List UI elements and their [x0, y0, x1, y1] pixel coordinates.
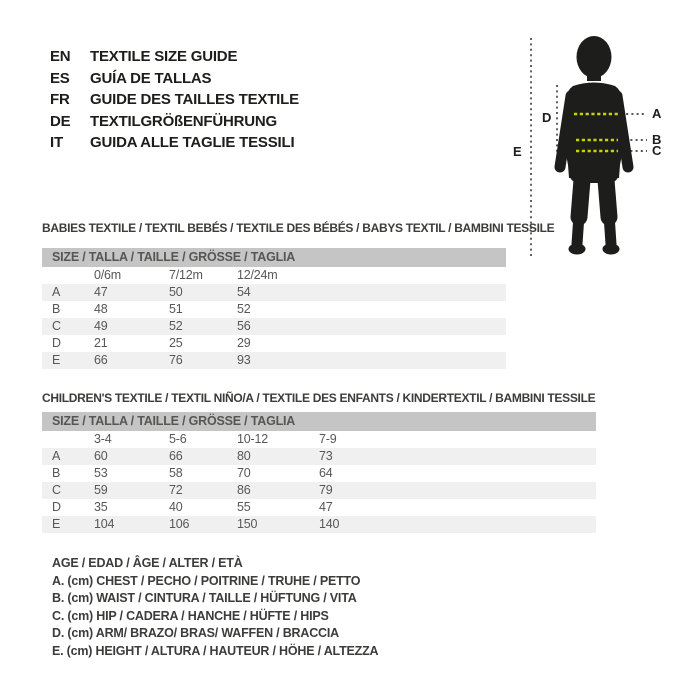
column-spacer — [42, 267, 94, 284]
chest-label-A: A — [652, 106, 662, 121]
language-code: ES — [50, 69, 70, 87]
cell-value: 21 — [94, 336, 108, 350]
language-row-fr — [50, 89, 299, 111]
column-header: 7-9 — [319, 432, 337, 446]
table-row — [42, 301, 506, 318]
cell-value: 54 — [237, 285, 251, 299]
cell-value: 73 — [319, 449, 333, 463]
row-label: C — [52, 483, 61, 497]
cell-value: 79 — [319, 483, 333, 497]
cell-value: 72 — [169, 483, 183, 497]
cell-value: 106 — [169, 517, 190, 531]
row-label: C — [52, 319, 61, 333]
row-label: A — [52, 285, 61, 299]
table-row — [42, 465, 596, 482]
babies-section-title: BABIES TEXTILE / TEXTIL BEBÉS / TEXTILE DES BÉBÉS / BABYS TEXTIL / BAMBINI TESSILE — [42, 221, 555, 235]
cell-value: 66 — [169, 449, 183, 463]
waist-label-B: B — [652, 132, 662, 147]
children-size-table — [42, 412, 596, 533]
column-spacer — [42, 431, 94, 448]
cell-value: 66 — [94, 353, 108, 367]
cell-value: 35 — [94, 500, 108, 514]
language-code: FR — [50, 91, 70, 109]
cell-value: 59 — [94, 483, 108, 497]
cell-value: 52 — [237, 302, 251, 316]
language-row-it — [50, 132, 299, 154]
cell-value: 47 — [94, 285, 108, 299]
language-code: DE — [50, 112, 71, 130]
cell-value: 140 — [319, 517, 340, 531]
cell-value: 40 — [169, 500, 183, 514]
cell-value: 52 — [169, 319, 183, 333]
column-header: 7/12m — [169, 268, 203, 282]
measurement-legend — [52, 555, 378, 660]
row-label: E — [52, 353, 61, 367]
cell-value: 29 — [237, 336, 251, 350]
language-row-en — [50, 46, 299, 68]
row-label: B — [52, 466, 61, 480]
cell-value: 76 — [169, 353, 183, 367]
table-row — [42, 482, 596, 499]
children-size-header-bar: SIZE / TALLA / TAILLE / GRÖSSE / TAGLIA — [42, 412, 596, 431]
cell-value: 104 — [94, 517, 115, 531]
legend-waist-line: B. (cm) WAIST / CINTURA / TAILLE / HÜFTUNG / VITA — [52, 591, 357, 605]
babies-size-header-bar: SIZE / TALLA / TAILLE / GRÖSSE / TAGLIA — [42, 248, 506, 267]
legend-height-line: E. (cm) HEIGHT / ALTURA / HAUTEUR / HÖHE / ALTEZZA — [52, 643, 379, 658]
table-row — [42, 499, 596, 516]
column-header: 5-6 — [169, 432, 187, 446]
column-header: 10-12 — [237, 432, 268, 446]
table-row — [42, 284, 506, 301]
language-label: GUIDA ALLE TAGLIE TESSILI — [90, 134, 295, 152]
column-header: 12/24m — [237, 268, 278, 282]
cell-value: 53 — [94, 466, 108, 480]
child-silhouette — [560, 36, 628, 255]
arm-label-D: D — [542, 110, 552, 125]
language-title-list — [50, 46, 299, 154]
table-row — [42, 516, 596, 533]
row-label: D — [52, 500, 61, 514]
cell-value: 60 — [94, 449, 108, 463]
language-label: TEXTILE SIZE GUIDE — [90, 48, 238, 66]
language-row-es — [50, 68, 299, 90]
children-section-title: CHILDREN'S TEXTILE / TEXTIL NIÑO/A / TEXTILE DES ENFANTS / KINDERTEXTIL / BAMBINI TESSILE — [42, 391, 596, 405]
row-label: D — [52, 336, 61, 350]
children-columns-row — [42, 431, 596, 448]
language-code: IT — [50, 134, 63, 152]
language-code: EN — [50, 48, 71, 66]
table-row — [42, 352, 506, 369]
babies-columns-row — [42, 267, 506, 284]
cell-value: 64 — [319, 466, 333, 480]
table-row — [42, 318, 506, 335]
table-row — [42, 335, 506, 352]
cell-value: 70 — [237, 466, 251, 480]
height-label-E: E — [513, 144, 522, 159]
legend-hip-line: C. (cm) HIP / CADERA / HANCHE / HÜFTE / HIPS — [52, 608, 329, 623]
legend-age-line: AGE / EDAD / ÂGE / ALTER / ETÀ — [52, 556, 243, 570]
column-header: 0/6m — [94, 268, 121, 282]
cell-value: 86 — [237, 483, 251, 497]
legend-chest-line: A. (cm) CHEST / PECHO / POITRINE / TRUHE / PETTO — [52, 573, 361, 588]
row-label: B — [52, 302, 61, 316]
hip-label-C: C — [652, 143, 662, 158]
cell-value: 48 — [94, 302, 108, 316]
cell-value: 150 — [237, 517, 258, 531]
cell-value: 55 — [237, 500, 251, 514]
table-row — [42, 448, 596, 465]
row-label: E — [52, 517, 61, 531]
language-label: GUÍA DE TALLAS — [90, 69, 212, 87]
language-label: GUIDE DES TAILLES TEXTILE — [90, 91, 299, 109]
language-row-de — [50, 111, 299, 133]
babies-size-table — [42, 248, 506, 369]
cell-value: 50 — [169, 285, 183, 299]
cell-value: 51 — [169, 302, 183, 316]
cell-value: 80 — [237, 449, 251, 463]
cell-value: 25 — [169, 336, 183, 350]
legend-arm-line: D. (cm) ARM/ BRAZO/ BRAS/ WAFFEN / BRACCIA — [52, 626, 339, 640]
cell-value: 58 — [169, 466, 183, 480]
cell-value: 93 — [237, 353, 251, 367]
cell-value: 47 — [319, 500, 333, 514]
row-label: A — [52, 449, 61, 463]
cell-value: 49 — [94, 319, 108, 333]
column-header: 3-4 — [94, 432, 112, 446]
cell-value: 56 — [237, 319, 251, 333]
language-label: TEXTILGRÖßENFÜHRUNG — [90, 112, 278, 130]
